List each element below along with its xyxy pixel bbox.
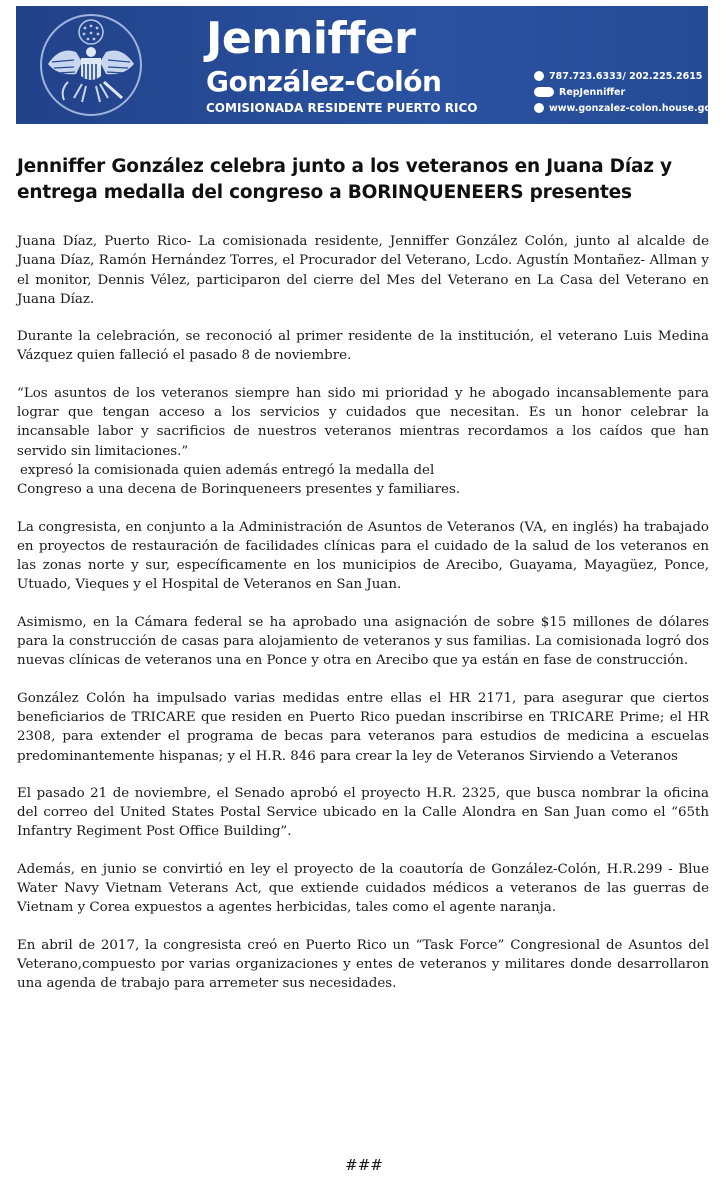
contact-website: www.gonzalez-colon.house.gov <box>549 102 718 114</box>
eagle-seal-icon <box>38 12 144 118</box>
phone-icon <box>534 71 544 81</box>
body-paragraph: “Los asuntos de los veteranos siempre han sido mi prioridad y he abogado incansablemente para lograr que tengan acceso a los servicios y cuidados que necesitan. Es un honor celebrar la incansable labor y sacrificios de nuestros veteranos mientras recordamos a los caídos que han servido sin limitaciones.” <box>17 385 709 459</box>
contact-website-row <box>534 100 718 116</box>
contact-phone-row <box>534 68 704 84</box>
body-paragraph: Durante la celebración, se reconoció al primer residente de la institución, el veterano Luis Medina Vázquez quien falleció el pasado 8 de noviembre. <box>17 329 709 364</box>
body-paragraph: Congreso a una decena de Borinqueneers presentes y familiares. <box>17 482 461 498</box>
globe-icon <box>534 103 544 113</box>
banner-name-last: González-Colón <box>206 65 442 98</box>
banner-subtitle: COMISIONADA RESIDENTE PUERTO RICO <box>206 101 478 115</box>
social-media-icon <box>534 87 554 97</box>
banner-contact <box>534 68 718 116</box>
body-paragraph: En abril de 2017, la congresista creó en Puerto Rico un “Task Force” Congresional de Asuntos del Veterano,compuesto por varias organizaciones y entes de veteranos y militares donde desarrollaron una agenda de trabajo para arremeter sus necesidades. <box>17 937 709 992</box>
end-mark: ### <box>345 1156 383 1174</box>
contact-phone: 787.723.6333/ 202.225.2615 <box>549 70 703 82</box>
body-paragraph: Además, en junio se convirtió en ley el proyecto de la coautoría de González-Colón, H.R.299 - Blue Water Navy Vietnam Veterans Act, que extiende cuidados médicos a veteranos de las guerras de Vietnam y Corea expuestos a agentes herbicidas, tales como el agente naranja. <box>17 861 709 916</box>
body-paragraph: expresó la comisionada quien además entregó la medalla del <box>20 462 435 478</box>
body-paragraph: El pasado 21 de noviembre, el Senado aprobó el proyecto H.R. 2325, que busca nombrar la oficina del correo del United States Postal Service ubicado en la Calle Alondra en San Juan como el “65th Infantry Regiment Post Office Building”. <box>17 785 709 840</box>
contact-social: RepJenniffer <box>559 86 626 98</box>
press-release-body <box>17 232 709 1012</box>
banner-name-first: Jenniffer <box>206 13 416 64</box>
body-paragraph: González Colón ha impulsado varias medidas entre ellas el HR 2171, para asegurar que ciertos beneficiarios de TRICARE que residen en Puerto Rico puedan inscribirse en TRICARE Prime; el HR 2308, para extender el programa de becas para veteranos para estudios de medicina a escuelas predominantemente hispanas; y el H.R. 846 para crear la ley de Veteranos Sirviendo a Veteranos <box>17 690 709 764</box>
press-release-headline: Jenniffer González celebra junto a los veteranos en Juana Díaz y entrega medalla del congreso a BORINQUENEERS presentes <box>17 156 672 203</box>
body-paragraph: La congresista, en conjunto a la Administración de Asuntos de Veteranos (VA, en inglés) ha trabajado en proyectos de restauración de facilidades clínicas para el cuidado de la salud de los veteranos en las zonas norte y sur, específicamente en los municipios de Arecibo, Guayama, Mayagüez, Ponce, Utuado, Vieques y el Hospital de Veteranos en San Juan. <box>17 519 709 593</box>
letterhead-banner <box>16 6 718 124</box>
body-paragraph: Juana Díaz, Puerto Rico- La comisionada residente, Jenniffer González Colón, junto al alcalde de Juana Díaz, Ramón Hernández Torres, el Procurador del Veterano, Lcdo. Agustín Montañez- Allman y el monitor, Dennis Vélez, participaron del cierre del Mes del Veterano en La Casa del Veterano en Juana Díaz. <box>17 234 709 307</box>
contact-social-row <box>534 84 704 100</box>
body-paragraph: Asimismo, en la Cámara federal se ha aprobado una asignación de sobre $15 millones de dólares para la construcción de casas para alojamiento de veteranos y sus familias. La comisionada logró dos nuevas clínicas de veteranos una en Ponce y otra en Arecibo que ya están en fase de construcción. <box>17 614 709 669</box>
